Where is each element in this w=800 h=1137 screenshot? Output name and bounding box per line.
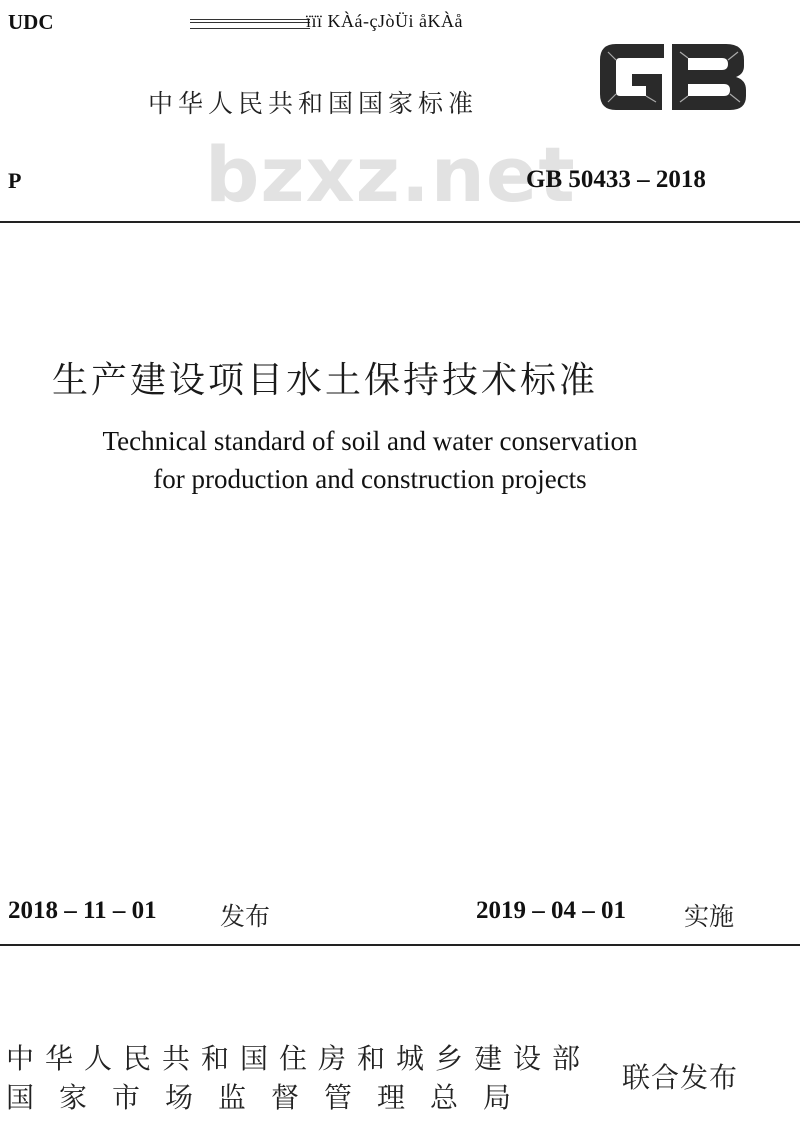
issue-label: 发布 [220, 902, 271, 931]
udc-rule [190, 19, 310, 29]
title-english-line2: for production and construction projects [153, 464, 587, 494]
divider-bottom [0, 944, 800, 946]
udc-label: UDC [8, 10, 54, 34]
category-code: P [8, 168, 22, 193]
national-standard-heading: 中华人民共和国国家标准 [148, 89, 479, 118]
joint-issue-label: 联合发布 [622, 1061, 739, 1094]
gb-logo [594, 38, 750, 116]
implementation-date: 2019 – 04 – 01 [476, 897, 626, 924]
issue-date: 2018 – 11 – 01 [8, 897, 157, 924]
udc-code: ïïï KÀá-çJòÜi åKÀå [306, 11, 463, 31]
watermark: bzxz.net [205, 130, 576, 219]
issuer-ministry: 中华人民共和国住房和城乡建设部 [6, 1042, 592, 1075]
divider-top [0, 221, 800, 223]
standard-number: GB 50433 – 2018 [526, 166, 706, 193]
implementation-label: 实施 [684, 902, 735, 931]
title-chinese: 生产建设项目水土保持技术标准 [52, 360, 599, 401]
title-english-line1: Technical standard of soil and water conservation [102, 426, 638, 456]
issuer-administration: 国家市场监督管理总局 [6, 1081, 537, 1114]
